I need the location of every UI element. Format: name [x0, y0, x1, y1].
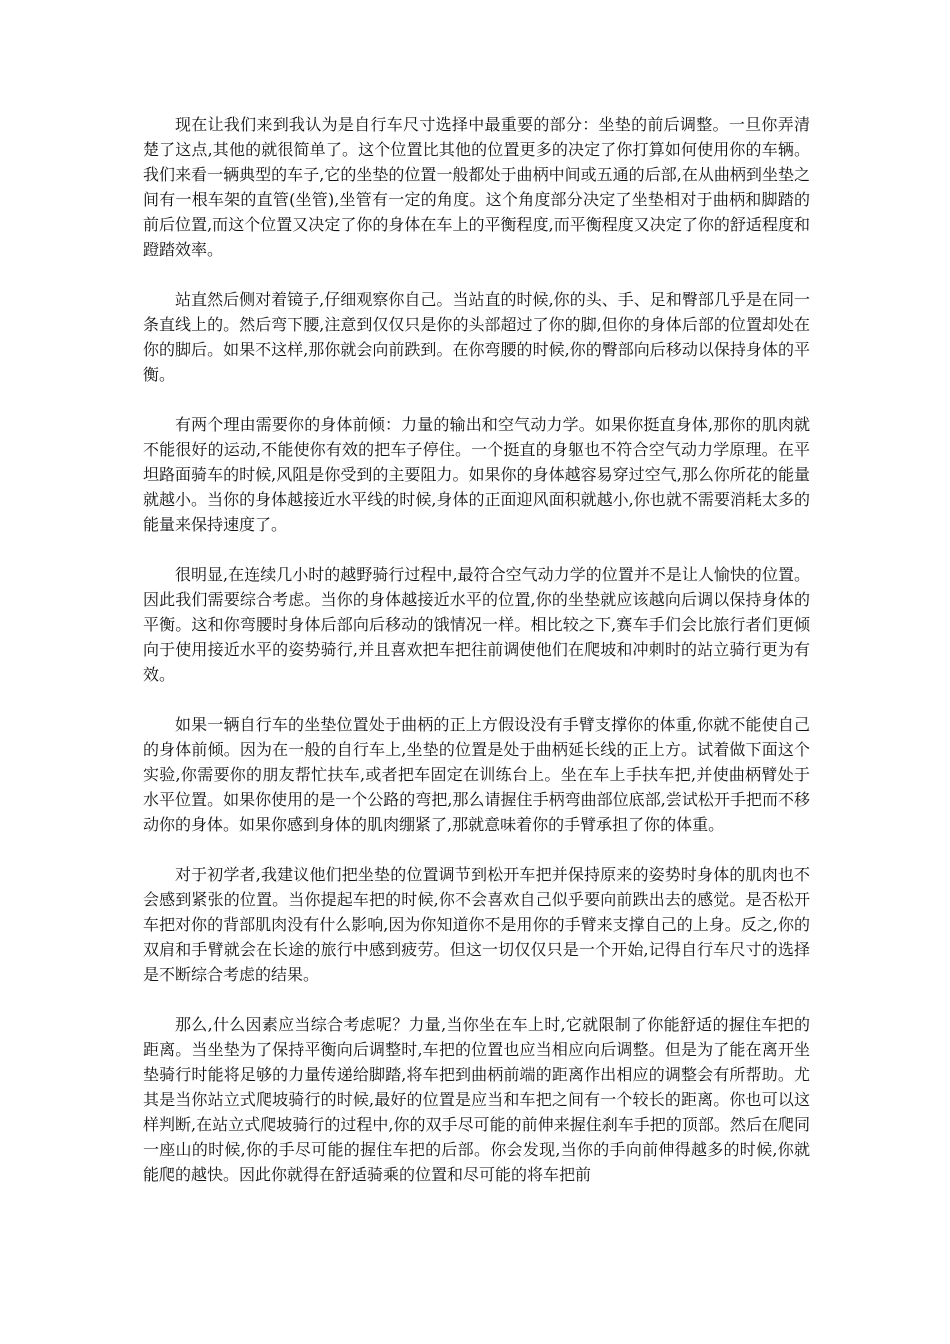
paragraph-lean-reasons: 有两个理由需要你的身体前倾：力量的输出和空气动力学。如果你挺直身体,那你的肌肉就不能很好的运动,不能使你有效的把车子停住。一个挺直的身躯也不符合空气动力学原理。在平坦路面骑车的时候,风阻是你受到的主要阻力。如果你的身体越容易穿过空气,那么你所花的能量就越小。当你的身体越接近水平线的时候,身体的正面迎风面积就越小,你也就不需要消耗太多的能量来保持速度了。	[143, 415, 810, 534]
paragraph-compromise: 很明显,在连续几小时的越野骑行过程中,最符合空气动力学的位置并不是让人愉快的位置。因此我们需要综合考虑。当你的身体越接近水平的位置,你的坐垫就应该越向后调以保持身体的平衡。这和你弯腰时身体后部向后移动的饿情况一样。相比较之下,赛车手们会比旅行者们更倾向于使用接近水平的姿势骑行,并且喜欢把车把往前调使他们在爬坡和冲刺时的站立骑行更为有效。	[143, 565, 810, 684]
paragraph-saddle-adjustment: 现在让我们来到我认为是自行车尺寸选择中最重要的部分：坐垫的前后调整。一旦你弄清楚了这点,其他的就很简单了。这个位置比其他的位置更多的决定了你打算如何使用你的车辆。我们来看一辆典型的车子,它的坐垫的位置一般都处于曲柄中间或五通的后部,在从曲柄到坐垫之间有一根车架的直管(坐管),坐管有一定的角度。这个角度部分决定了坐垫相对于曲柄和脚踏的前后位置,而这个位置又决定了你的身体在车上的平衡程度,而平衡程度又决定了你的舒适程度和蹬踏效率。	[143, 115, 810, 259]
document-body	[143, 112, 810, 1212]
paragraph-experiment: 如果一辆自行车的坐垫位置处于曲柄的正上方假设没有手臂支撑你的体重,你就不能使自己的身体前倾。因为在一般的自行车上,坐垫的位置是处于曲柄延长线的正上方。试着做下面这个实验,你需要你的朋友帮忙扶车,或者把车固定在训练台上。坐在车上手扶车把,并使曲柄臂处于水平位置。如果你使用的是一个公路的弯把,那么请握住手柄弯曲部位底部,尝试松开手把而不移动你的身体。如果你感到身体的肌肉绷紧了,那就意味着你的手臂承担了你的体重。	[143, 715, 810, 834]
paragraph-factors: 那么,什么因素应当综合考虑呢？力量,当你坐在车上时,它就限制了你能舒适的握住车把的距离。当坐垫为了保持平衡向后调整时,车把的位置也应当相应向后调整。但是为了能在离开坐垫骑行时能将足够的力量传递给脚踏,将车把到曲柄前端的距离作出相应的调整会有所帮助。尤其是当你站立式爬坡骑行的时候,最好的位置是应当和车把之间有一个较长的距离。你也可以这样判断,在站立式爬坡骑行的过程中,你的双手尽可能的前伸来握住刹车手把的顶部。然后在爬同一座山的时候,你的手尽可能的握住车把的后部。你会发现,当你的手向前伸得越多的时候,你就能爬的越快。因此你就得在舒适骑乘的位置和尽可能的将车把前	[143, 1015, 810, 1184]
paragraph-beginners: 对于初学者,我建议他们把坐垫的位置调节到松开车把并保持原来的姿势时身体的肌肉也不会感到紧张的位置。当你提起车把的时候,你不会喜欢自己似乎要向前跌出去的感觉。是否松开车把对你的背部肌肉没有什么影响,因为你知道你不是用你的手臂来支撑自己的上身。反之,你的双肩和手臂就会在长途的旅行中感到疲劳。但这一切仅仅只是一个开始,记得自行车尺寸的选择是不断综合考虑的结果。	[143, 865, 810, 984]
paragraph-mirror-balance: 站直然后侧对着镜子,仔细观察你自己。当站直的时候,你的头、手、足和臀部几乎是在同一条直线上的。然后弯下腰,注意到仅仅只是你的头部超过了你的脚,但你的身体后部的位置却处在你的脚后。如果不这样,那你就会向前跌到。在你弯腰的时候,你的臀部向后移动以保持身体的平衡。	[143, 290, 810, 384]
